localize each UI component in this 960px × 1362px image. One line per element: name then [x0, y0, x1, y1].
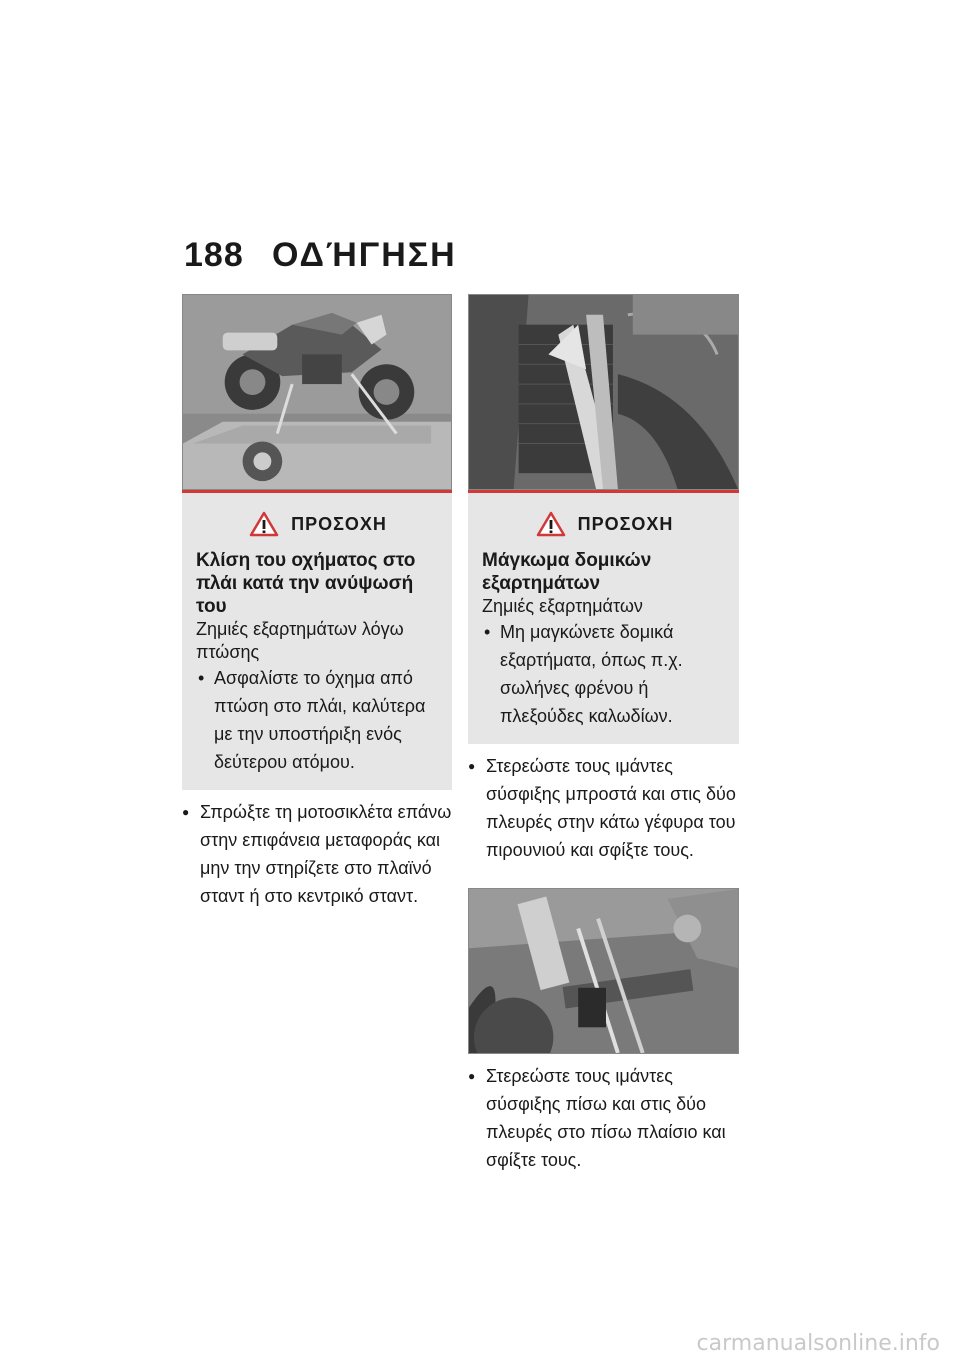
instruction-step: ● Στερεώστε τους ιμάντες σύσφιξης μπροστά και στις δύο πλευρές στην κάτω γέφυρα του πιρουνιού και σφίξτε τους.: [468, 752, 739, 864]
warning-action-item: • Μη μαγκώνετε δομικά εξαρτήματα, όπως π.χ. σωλήνες φρένου ή πλεξούδες καλωδίων.: [482, 618, 727, 730]
warning-heading: [482, 511, 727, 537]
instruction-step: ● Στερεώστε τους ιμάντες σύσφιξης πίσω και στις δύο πλευρές στο πίσω πλαίσιο και σφίξτε τους.: [468, 1062, 739, 1174]
watermark: carmanualsonline.info: [696, 1331, 940, 1356]
instruction-steps: [182, 798, 452, 910]
warning-label: ΠΡΟΣΟΧΗ: [291, 513, 387, 534]
photo-front-fork-strap: [468, 294, 739, 490]
warning-box: [182, 490, 452, 790]
photo-motorcycle-on-trailer: [182, 294, 452, 490]
left-column: [182, 294, 452, 910]
warning-heading: [196, 511, 440, 537]
warning-triangle-icon: [249, 511, 279, 537]
instruction-steps: [468, 1062, 739, 1174]
instruction-steps: [468, 752, 739, 864]
photo-rear-frame-strap: [468, 888, 739, 1054]
warning-label: ΠΡΟΣΟΧΗ: [577, 513, 674, 534]
chapter-title: ΟΔΉΓΗΣΗ: [272, 236, 457, 274]
right-column: [468, 294, 739, 1174]
warning-action-list: [482, 618, 727, 730]
warning-box: [468, 490, 739, 744]
warning-triangle-icon: [536, 511, 566, 537]
warning-consequence: Ζημιές εξαρτημάτων: [482, 596, 643, 616]
warning-action-list: [196, 664, 440, 776]
warning-action-item: • Ασφαλίστε το όχημα από πτώση στο πλάι, καλύτερα με την υποστήριξη ενός δεύτερου ατόμου.: [196, 664, 440, 776]
page-number: 188: [184, 236, 244, 274]
warning-subject: Κλίση του οχήματος στο πλάι κατά την ανύψωσή του: [196, 550, 416, 617]
warning-subject: Μάγκωμα δομικών εξαρτημάτων: [482, 550, 652, 594]
warning-consequence: Ζημιές εξαρτημάτων λόγω πτώσης: [196, 619, 404, 662]
instruction-step: ● Σπρώξτε τη μοτοσικλέτα επάνω στην επιφάνεια μεταφοράς και μην την στηρίζετε στο πλαϊνό σταντ ή στο κεντρικό σταντ.: [182, 798, 452, 910]
